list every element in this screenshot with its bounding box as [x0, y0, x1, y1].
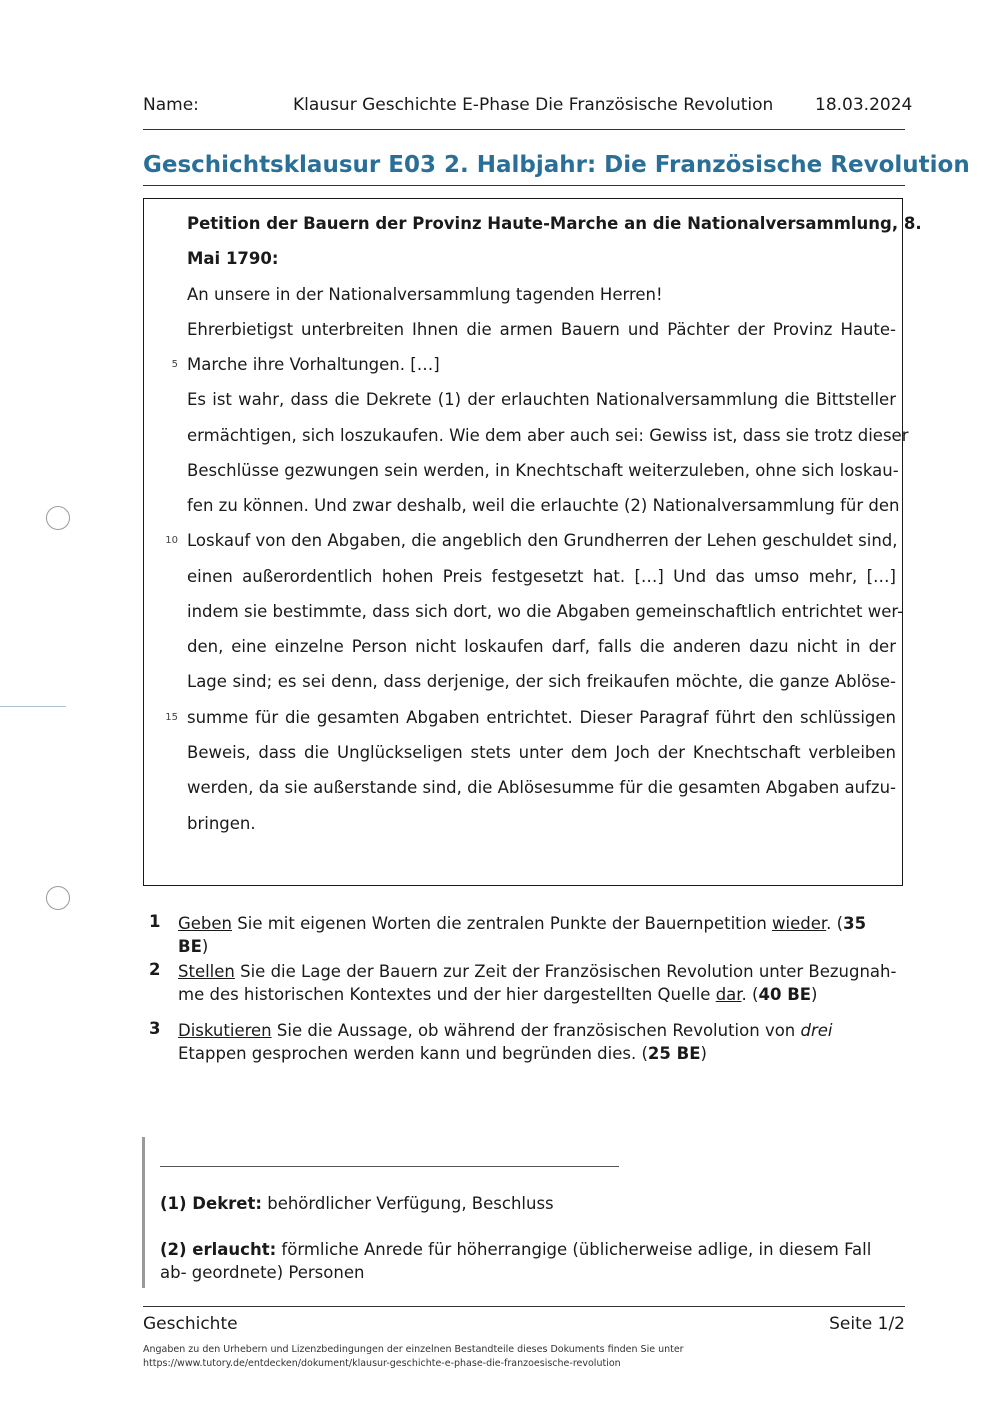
source-line: werden, da sie außerstande sind, die Ablösesumme für die gesamten Abgaben aufzu- — [187, 778, 896, 797]
task-operator: wieder — [772, 914, 827, 933]
name-label: Name: — [143, 95, 199, 115]
task-operator: Stellen — [178, 962, 235, 981]
task-points: 40 BE — [758, 985, 812, 1004]
header-divider — [143, 129, 905, 130]
source-line: Beschlüsse gezwungen sein werden, in Knechtschaft weiterzuleben, ohne sich loskau- — [187, 461, 899, 480]
task-text-part: . ( — [826, 914, 844, 933]
task-number: 1 — [149, 912, 161, 931]
source-line: summe für die gesamten Abgaben entrichtet. Dieser Paragraf führt den schlüssigen — [187, 708, 896, 727]
footer-subject: Geschichte — [143, 1314, 238, 1334]
page-title: Geschichtsklausur E03 2. Halbjahr: Die Französische Revolution — [143, 152, 970, 178]
task-text-part: . ( — [741, 985, 759, 1004]
task-emphasis: drei — [800, 1021, 833, 1040]
source-heading-line: Petition der Bauern der Provinz Haute-Marche an die Nationalversammlung, 8. — [187, 214, 922, 233]
fold-mark — [0, 706, 66, 707]
task-2-text — [178, 960, 900, 1006]
punch-hole-mark — [46, 506, 70, 530]
source-line: indem sie bestimmte, dass sich dort, wo die Abgaben gemeinschaftlich entrichtet wer- — [187, 602, 904, 621]
attribution-text: Angaben zu den Urhebern und Lizenzbedingungen der einzelnen Bestandteile dieses Dokuments finden Sie unter — [143, 1344, 684, 1355]
footnote-bar — [142, 1137, 145, 1288]
source-line: Beweis, dass die Unglückseligen stets unter dem Joch der Knechtschaft verbleiben — [187, 743, 896, 762]
title-divider — [143, 185, 905, 186]
task-3-text — [178, 1019, 900, 1065]
source-line: Marche ihre Vorhaltungen. […] — [187, 355, 440, 374]
footnote-definition: förmliche Anrede für höherrangige (üblicherweise adlige, in diesem Fall ab- geordnete) Personen — [160, 1240, 872, 1282]
task-text-part: ) — [201, 937, 209, 956]
footnote-divider — [160, 1166, 619, 1167]
footer-page-number: Seite 1/2 — [829, 1314, 905, 1334]
footnote-2 — [160, 1238, 890, 1284]
footnote-term: (1) Dekret: — [160, 1194, 262, 1213]
exam-date: 18.03.2024 — [815, 95, 913, 115]
source-line: fen zu können. Und zwar deshalb, weil die erlauchte (2) Nationalversammlung für den — [187, 496, 900, 515]
source-line: einen außerordentlich hohen Preis festgesetzt hat. […] Und das umso mehr, […] — [187, 567, 896, 586]
task-1-text — [178, 912, 900, 958]
source-line: Loskauf von den Abgaben, die angeblich den Grundherren der Lehen geschuldet sind, — [187, 531, 898, 550]
task-text-part: ) — [811, 985, 818, 1004]
source-line: Es ist wahr, dass die Dekrete (1) der erlauchten Nationalversammlung die Bittsteller — [187, 390, 896, 409]
footnote-1 — [160, 1192, 890, 1215]
task-operator: dar — [715, 985, 742, 1004]
task-points: 25 BE — [647, 1044, 701, 1063]
source-heading-line: Mai 1790: — [187, 249, 279, 268]
task-number: 3 — [149, 1019, 161, 1038]
footer-divider — [143, 1306, 905, 1307]
footnote-definition: behördlicher Verfügung, Beschluss — [261, 1194, 554, 1213]
line-number: 10 — [165, 535, 178, 546]
exam-title: Klausur Geschichte E-Phase Die Französische Revolution — [293, 95, 774, 115]
source-line: den, eine einzelne Person nicht loskaufen darf, falls die anderen dazu nicht in der — [187, 637, 896, 656]
task-text-part: Sie mit eigenen Worten die zentralen Punkte der Bauernpetition — [232, 914, 773, 933]
source-line: Ehrerbietigst unterbreiten Ihnen die armen Bauern und Pächter der Provinz Haute- — [187, 320, 896, 339]
task-text-part: Sie die Aussage, ob während der französischen Revolution von — [271, 1021, 801, 1040]
task-points: 35 BE — [178, 914, 867, 956]
task-text-part: Etappen gesprochen werden kann und begründen dies. ( — [178, 1044, 648, 1063]
task-number: 2 — [149, 960, 161, 979]
source-line: An unsere in der Nationalversammlung tagenden Herren! — [187, 285, 663, 304]
attribution-url[interactable]: https://www.tutory.de/entdecken/dokument/klausur-geschichte-e-phase-die-franzoesische-revolution — [143, 1358, 621, 1369]
source-line: bringen. — [187, 814, 256, 833]
source-line: ermächtigen, sich loszukaufen. Wie dem aber auch sei: Gewiss ist, dass sie trotz dieser — [187, 426, 909, 445]
line-number: 15 — [165, 712, 178, 723]
source-line: Lage sind; es sei denn, dass derjenige, der sich freikaufen möchte, die ganze Ablöse- — [187, 672, 896, 691]
line-number: 5 — [171, 359, 178, 370]
task-text-part: ) — [700, 1044, 707, 1063]
footnote-term: (2) erlaucht: — [160, 1240, 277, 1259]
punch-hole-mark — [46, 886, 70, 910]
task-text-part: Sie die Lage der Bauern zur Zeit der Französischen Revolution unter Bezugnah- me des historischen Kontextes und der hier dargestellten Quelle — [178, 962, 897, 1004]
task-operator: Geben — [178, 914, 233, 933]
task-operator: Diskutieren — [178, 1021, 272, 1040]
